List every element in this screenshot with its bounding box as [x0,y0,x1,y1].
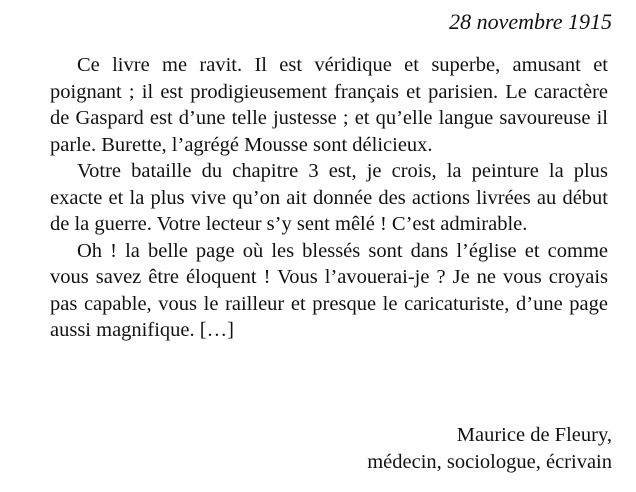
paragraph-2: Votre bataille du chapitre 3 est, je crois, la peinture la plus exacte et la plus vive qu’on ait donnée des actions livrées au début de la guerre. Votre lecteur s’y sent mêlé ! C’est admirable. [50,160,608,235]
letter-date: 28 novembre 1915 [449,9,612,34]
letter-body [50,52,608,344]
author-name: Maurice de Fleury, [456,424,612,446]
author-role: médecin, sociologue, écrivain [367,451,612,473]
paragraph-1: Ce livre me ravit. Il est véridique et superbe, amusant et poignant ; il est prodigieusement français et parisien. Le caractère de Gaspard est d’une telle justesse ; et qu’elle langue savoureuse il parle. Burette, l’agrégé Mousse sont délicieux. [50,54,608,156]
paragraph-3: Oh ! la belle page où les blessés sont dans l’église et comme vous savez être éloquent ! Vous l’avouerai-je ? Je ne vous croyais pas capable, vous le railleur et presque le caricaturiste, d’une page aussi magnifique. […] [50,239,608,341]
signature-block [367,422,612,476]
